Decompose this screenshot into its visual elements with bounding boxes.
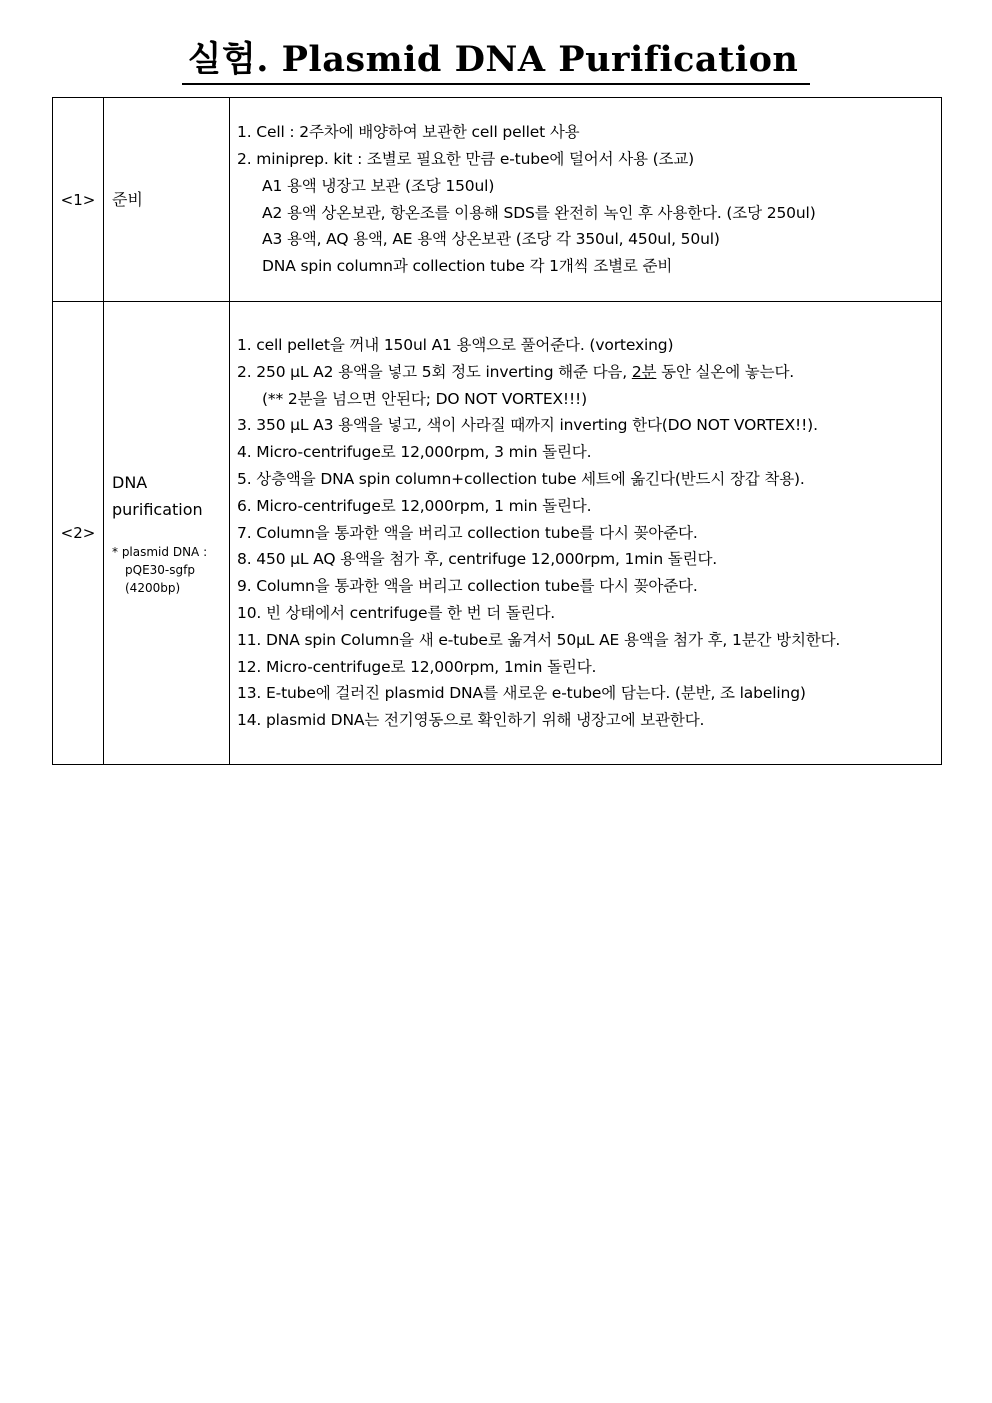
step-line: A2 용액 상온보관, 항온조를 이용해 SDS를 완전히 녹인 후 사용한다. (조당 250ul): [262, 203, 816, 222]
step-line: 7. Column을 통과한 액을 버리고 collection tube를 다시 꽂아준다.: [237, 523, 698, 542]
step-text: 2. 250 μL A2 용액을 넣고 5회 정도 inverting 해준 다음,: [237, 362, 632, 381]
section-number: <2>: [53, 302, 104, 765]
step-line: A1 용액 냉장고 보관 (조당 150ul): [262, 176, 495, 195]
section-number: <1>: [53, 98, 104, 302]
section-steps: [230, 302, 942, 765]
step-line: 10. 빈 상태에서 centrifuge를 한 번 더 돌린다.: [237, 603, 556, 622]
step-line: 3. 350 μL A3 용액을 넣고, 색이 사라질 때까지 inverting 한다(DO NOT VORTEX!!).: [237, 416, 818, 435]
step-text: 동안 실온에 놓는다.: [656, 362, 795, 381]
step-line: 9. Column을 통과한 액을 버리고 collection tube를 다시 꽂아준다.: [237, 577, 698, 596]
step-line: 1. Cell : 2주차에 배양하여 보관한 cell pellet 사용: [237, 123, 580, 142]
section-row-preparation: [53, 98, 942, 302]
step-line: 13. E-tube에 걸러진 plasmid DNA를 새로운 e-tube에 담는다. (분반, 조 labeling): [237, 684, 806, 703]
section-label: 준비: [104, 98, 230, 302]
page-title: 실험. Plasmid DNA Purification: [182, 38, 811, 85]
step-line: [237, 359, 941, 386]
step-line: 14. plasmid DNA는 전기영동으로 확인하기 위해 냉장고에 보관한다.: [237, 711, 705, 730]
plasmid-note: [112, 543, 229, 597]
step-line: 6. Micro-centrifuge로 12,000rpm, 1 min 돌린다.: [237, 496, 592, 515]
step-line: 2. miniprep. kit : 조별로 필요한 만큼 e-tube에 덜어서 사용 (조교): [237, 149, 695, 168]
step-line: 5. 상층액을 DNA spin column+collection tube 세트에 옮긴다(반드시 장갑 착용).: [237, 470, 805, 488]
section-label: [104, 302, 230, 765]
step-line: 12. Micro-centrifuge로 12,000rpm, 1min 돌린다.: [237, 657, 597, 676]
section-label-line: purification: [112, 500, 203, 519]
plasmid-note-line: * plasmid DNA :: [112, 545, 208, 559]
step-line: 8. 450 μL AQ 용액을 첨가 후, centrifuge 12,000rpm, 1min 돌린다.: [237, 550, 718, 569]
underlined-duration: 2분: [631, 362, 657, 381]
title-container: [0, 38, 992, 85]
section-label-line: DNA: [112, 473, 148, 492]
section-row-dna-purification: [53, 302, 942, 765]
step-line: A3 용액, AQ 용액, AE 용액 상온보관 (조당 각 350ul, 450ul, 50ul): [262, 230, 720, 249]
protocol-table: [52, 97, 942, 765]
plasmid-note-line: pQE30-sgfp: [125, 563, 195, 577]
step-line: 11. DNA spin Column을 새 e-tube로 옮겨서 50μL AE 용액을 첨가 후, 1분간 방치한다.: [237, 630, 841, 649]
step-line: DNA spin column과 collection tube 각 1개씩 조별로 준비: [262, 257, 673, 276]
step-line: (** 2분을 넘으면 안된다; DO NOT VORTEX!!!): [262, 389, 588, 408]
plasmid-note-line: (4200bp): [125, 581, 181, 595]
section-steps: [230, 98, 942, 302]
step-line: 1. cell pellet을 꺼내 150ul A1 용액으로 풀어준다. (vortexing): [237, 336, 674, 355]
step-line: 4. Micro-centrifuge로 12,000rpm, 3 min 돌린다.: [237, 443, 592, 462]
